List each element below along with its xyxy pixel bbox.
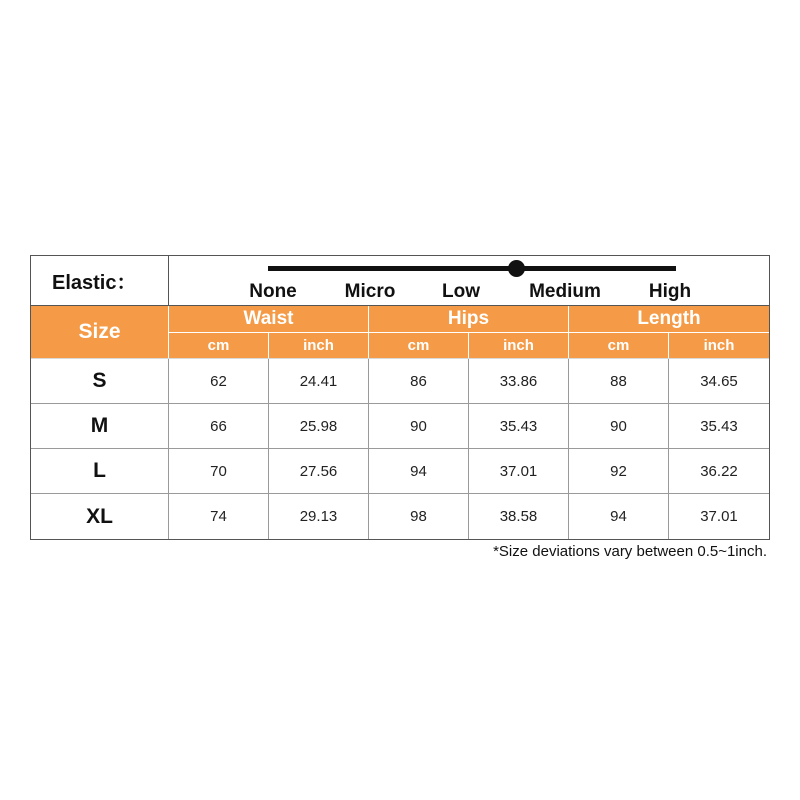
table-header (31, 306, 769, 359)
unit-header-hips-inch: inch (469, 333, 569, 358)
table-row (31, 494, 769, 539)
group-header-row (169, 306, 769, 333)
elastic-level-low: Low (442, 281, 480, 302)
elastic-levels (169, 281, 769, 303)
unit-header-hips-cm: cm (369, 333, 469, 358)
elastic-scale-indicator (508, 260, 525, 277)
unit-header-length-inch: inch (703, 337, 735, 354)
length-inch-cell: 35.43 (700, 417, 738, 435)
size-column-header: Size (31, 306, 169, 358)
hips-inch-cell: 33.86 (469, 359, 569, 403)
length-cm-cell: 88 (569, 359, 669, 403)
length-cm-cell: 90 (569, 404, 669, 448)
hips-cm-cell: 94 (369, 449, 469, 493)
size-deviation-note: *Size deviations vary between 0.5~1inch. (493, 543, 767, 560)
length-inch-cell: 34.65 (700, 372, 738, 390)
length-inch-cell: 36.22 (700, 462, 738, 480)
unit-header-waist-cm: cm (169, 333, 269, 358)
elastic-scale-line (268, 266, 676, 271)
unit-header-waist-inch: inch (269, 333, 369, 358)
waist-inch-cell: 29.13 (269, 494, 369, 539)
hips-cm-cell: 98 (369, 494, 469, 539)
elastic-label: Elastic： (31, 256, 169, 305)
hips-cm-cell: 90 (369, 404, 469, 448)
elastic-row (31, 256, 769, 306)
length-cm-cell: 92 (569, 449, 669, 493)
group-header-length: Length (637, 308, 701, 329)
size-cell: S (31, 359, 169, 403)
waist-inch-cell: 24.41 (269, 359, 369, 403)
hips-inch-cell: 37.01 (469, 449, 569, 493)
waist-cm-cell: 74 (169, 494, 269, 539)
hips-inch-cell: 38.58 (469, 494, 569, 539)
table-row (31, 404, 769, 449)
group-header-waist: Waist (169, 306, 369, 332)
waist-cm-cell: 66 (169, 404, 269, 448)
elastic-scale (169, 256, 769, 305)
length-inch-cell: 37.01 (700, 508, 738, 525)
waist-cm-cell: 62 (169, 359, 269, 403)
waist-inch-cell: 27.56 (269, 449, 369, 493)
unit-header-row (169, 333, 769, 358)
table-row (31, 359, 769, 404)
size-cell: L (31, 449, 169, 493)
elastic-level-high: High (648, 281, 692, 302)
size-chart (30, 255, 770, 540)
table-row (31, 449, 769, 494)
elastic-level-micro: Micro (344, 281, 396, 302)
waist-cm-cell: 70 (169, 449, 269, 493)
waist-inch-cell: 25.98 (269, 404, 369, 448)
group-header-hips: Hips (369, 306, 569, 332)
size-cell: M (31, 404, 169, 448)
hips-inch-cell: 35.43 (469, 404, 569, 448)
measurement-headers (169, 306, 769, 358)
elastic-level-medium: Medium (529, 281, 601, 302)
unit-header-length-cm: cm (569, 333, 669, 358)
length-cm-cell: 94 (569, 494, 669, 539)
hips-cm-cell: 86 (369, 359, 469, 403)
elastic-level-none: None (249, 281, 297, 302)
size-cell: XL (31, 494, 169, 539)
